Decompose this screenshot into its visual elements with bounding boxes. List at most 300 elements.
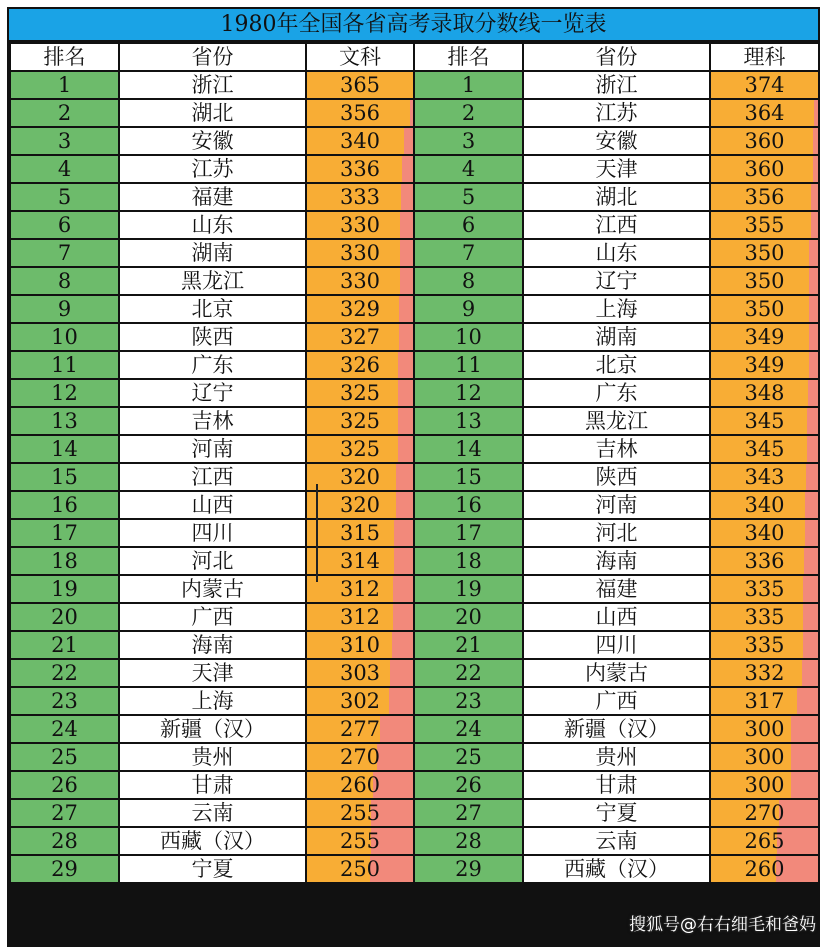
rank-left-cell: 18	[10, 547, 119, 575]
score-value: 300	[744, 773, 785, 797]
province-left-cell: 新疆（汉）	[119, 715, 306, 743]
score-value: 336	[339, 157, 381, 181]
score-gap-bar	[809, 296, 818, 322]
science-score-cell	[710, 799, 819, 827]
table-row	[10, 827, 819, 855]
province-right-cell: 浙江	[523, 71, 710, 99]
score-gap-bar	[393, 604, 413, 630]
header-rank-left: 排名	[10, 43, 119, 71]
table-row	[10, 379, 819, 407]
score-value: 335	[744, 633, 785, 657]
rank-left-cell: 3	[10, 127, 119, 155]
rank-left-cell: 6	[10, 211, 119, 239]
table-title: 1980年全国各省高考录取分数线一览表	[9, 9, 818, 42]
arts-score-cell	[306, 519, 414, 547]
table-row	[10, 267, 819, 295]
science-score-cell	[710, 827, 819, 855]
score-gap-bar	[802, 660, 818, 686]
rank-right-cell: 27	[414, 799, 523, 827]
province-right-cell: 新疆（汉）	[523, 715, 710, 743]
rank-right-cell: 10	[414, 323, 523, 351]
province-right-cell: 宁夏	[523, 799, 710, 827]
score-value: 312	[339, 577, 381, 601]
science-score-cell	[710, 855, 819, 883]
table-row	[10, 799, 819, 827]
score-gap-bar	[380, 716, 413, 742]
province-right-cell: 黑龙江	[523, 407, 710, 435]
header-science: 理科	[710, 43, 819, 71]
province-right-cell: 湖北	[523, 183, 710, 211]
score-gap-bar	[805, 520, 818, 546]
arts-score-cell	[306, 827, 414, 855]
province-right-cell: 吉林	[523, 435, 710, 463]
rank-right-cell: 25	[414, 743, 523, 771]
rank-right-cell: 24	[414, 715, 523, 743]
science-score-cell	[710, 155, 819, 183]
province-left-cell: 天津	[119, 659, 306, 687]
table-row	[10, 603, 819, 631]
science-score-cell	[710, 127, 819, 155]
province-left-cell: 甘肃	[119, 771, 306, 799]
province-right-cell: 内蒙古	[523, 659, 710, 687]
score-gap-bar	[807, 436, 818, 462]
table-row	[10, 183, 819, 211]
science-score-cell	[710, 659, 819, 687]
science-score-cell	[710, 631, 819, 659]
rank-left-cell: 11	[10, 351, 119, 379]
score-value: 356	[744, 185, 785, 209]
province-right-cell: 北京	[523, 351, 710, 379]
score-value: 330	[339, 213, 381, 237]
score-gap-bar	[803, 604, 818, 630]
rank-left-cell: 21	[10, 631, 119, 659]
province-right-cell: 河北	[523, 519, 710, 547]
rank-right-cell: 29	[414, 855, 523, 883]
arts-score-cell	[306, 295, 414, 323]
province-right-cell: 四川	[523, 631, 710, 659]
score-value: 270	[744, 801, 785, 825]
score-gap-bar	[791, 716, 818, 742]
table-row	[10, 239, 819, 267]
arts-score-cell	[306, 127, 414, 155]
rank-left-cell: 5	[10, 183, 119, 211]
science-score-cell	[710, 379, 819, 407]
score-gap-bar	[813, 128, 818, 154]
score-gap-bar	[791, 772, 818, 798]
score-value: 340	[744, 493, 785, 517]
score-gap-bar	[809, 268, 818, 294]
table-row	[10, 687, 819, 715]
score-gap-bar	[389, 688, 413, 714]
score-value: 340	[744, 521, 785, 545]
score-gap-bar	[398, 408, 413, 434]
score-value: 325	[339, 437, 381, 461]
score-gap-bar	[399, 324, 413, 350]
score-value: 345	[744, 409, 785, 433]
table-row	[10, 855, 819, 883]
arts-score-cell	[306, 435, 414, 463]
score-gap-bar	[400, 240, 413, 266]
score-value: 255	[339, 829, 381, 853]
province-left-cell: 广东	[119, 351, 306, 379]
arts-score-cell	[306, 99, 414, 127]
arts-score-cell	[306, 855, 414, 883]
rank-right-cell: 20	[414, 603, 523, 631]
province-right-cell: 上海	[523, 295, 710, 323]
score-value: 350	[744, 269, 785, 293]
score-value: 343	[744, 465, 785, 489]
province-right-cell: 陕西	[523, 463, 710, 491]
score-value: 314	[339, 549, 381, 573]
score-gap-bar	[402, 156, 413, 182]
province-left-cell: 四川	[119, 519, 306, 547]
rank-left-cell: 17	[10, 519, 119, 547]
rank-left-cell: 4	[10, 155, 119, 183]
province-right-cell: 甘肃	[523, 771, 710, 799]
rank-right-cell: 15	[414, 463, 523, 491]
rank-right-cell: 8	[414, 267, 523, 295]
science-score-cell	[710, 547, 819, 575]
rank-left-cell: 12	[10, 379, 119, 407]
province-left-cell: 云南	[119, 799, 306, 827]
table-row	[10, 211, 819, 239]
rank-left-cell: 27	[10, 799, 119, 827]
province-right-cell: 山东	[523, 239, 710, 267]
rank-left-cell: 8	[10, 267, 119, 295]
score-value: 349	[744, 353, 785, 377]
table-row	[10, 519, 819, 547]
province-left-cell: 黑龙江	[119, 267, 306, 295]
province-right-cell: 广东	[523, 379, 710, 407]
score-gap-bar	[398, 380, 413, 406]
science-score-cell	[710, 575, 819, 603]
score-value: 302	[339, 689, 381, 713]
province-left-cell: 西藏（汉）	[119, 827, 306, 855]
score-gap-bar	[401, 184, 413, 210]
rank-right-cell: 12	[414, 379, 523, 407]
province-left-cell: 吉林	[119, 407, 306, 435]
province-left-cell: 贵州	[119, 743, 306, 771]
arts-score-cell	[306, 603, 414, 631]
table-row	[10, 631, 819, 659]
score-value: 350	[744, 297, 785, 321]
province-left-cell: 辽宁	[119, 379, 306, 407]
rank-right-cell: 7	[414, 239, 523, 267]
rank-right-cell: 13	[414, 407, 523, 435]
score-value: 303	[339, 661, 381, 685]
score-value: 333	[339, 185, 381, 209]
arts-score-cell	[306, 491, 414, 519]
score-value: 310	[339, 633, 381, 657]
arts-score-cell	[306, 547, 414, 575]
arts-score-cell	[306, 267, 414, 295]
province-left-cell: 湖南	[119, 239, 306, 267]
province-right-cell: 福建	[523, 575, 710, 603]
score-gap-bar	[814, 100, 818, 126]
score-value: 356	[339, 101, 381, 125]
arts-score-cell	[306, 379, 414, 407]
science-score-cell	[710, 351, 819, 379]
header-rank-right: 排名	[414, 43, 523, 71]
province-right-cell: 安徽	[523, 127, 710, 155]
province-left-cell: 北京	[119, 295, 306, 323]
province-right-cell: 西藏（汉）	[523, 855, 710, 883]
rank-left-cell: 13	[10, 407, 119, 435]
province-left-cell: 浙江	[119, 71, 306, 99]
score-table	[9, 42, 820, 884]
score-value: 300	[744, 745, 785, 769]
rank-left-cell: 28	[10, 827, 119, 855]
arts-score-cell	[306, 687, 414, 715]
score-value: 250	[339, 857, 381, 881]
score-value: 374	[744, 73, 785, 97]
score-value: 265	[744, 829, 785, 853]
score-gap-bar	[394, 548, 413, 574]
score-gap-bar	[390, 660, 413, 686]
score-gap-bar	[811, 184, 818, 210]
score-value: 364	[744, 101, 785, 125]
score-gap-bar	[807, 408, 818, 434]
score-value: 330	[339, 241, 381, 265]
score-gap-bar	[803, 576, 818, 602]
arts-score-cell	[306, 323, 414, 351]
rank-right-cell: 16	[414, 491, 523, 519]
score-value: 355	[744, 213, 785, 237]
rank-left-cell: 10	[10, 323, 119, 351]
rank-left-cell: 25	[10, 743, 119, 771]
score-value: 332	[744, 661, 785, 685]
rank-right-cell: 3	[414, 127, 523, 155]
arts-score-cell	[306, 799, 414, 827]
province-left-cell: 河南	[119, 435, 306, 463]
rank-right-cell: 9	[414, 295, 523, 323]
rank-left-cell: 26	[10, 771, 119, 799]
table-row	[10, 491, 819, 519]
rank-right-cell: 26	[414, 771, 523, 799]
score-gap-bar	[398, 352, 413, 378]
score-value: 336	[744, 549, 785, 573]
score-gap-bar	[392, 632, 413, 658]
science-score-cell	[710, 407, 819, 435]
score-value: 360	[744, 129, 785, 153]
score-gap-bar	[779, 800, 818, 826]
province-right-cell: 云南	[523, 827, 710, 855]
table-row	[10, 71, 819, 99]
header-arts: 文科	[306, 43, 414, 71]
rank-left-cell: 7	[10, 239, 119, 267]
province-left-cell: 江苏	[119, 155, 306, 183]
table-row	[10, 127, 819, 155]
rank-right-cell: 1	[414, 71, 523, 99]
table-row	[10, 351, 819, 379]
science-score-cell	[710, 99, 819, 127]
province-left-cell: 安徽	[119, 127, 306, 155]
score-value: 349	[744, 325, 785, 349]
score-value: 327	[339, 325, 381, 349]
header-province-right: 省份	[523, 43, 710, 71]
table-row	[10, 155, 819, 183]
score-gap-bar	[808, 380, 818, 406]
science-score-cell	[710, 743, 819, 771]
arts-score-cell	[306, 771, 414, 799]
rank-left-cell: 29	[10, 855, 119, 883]
arts-score-cell	[306, 155, 414, 183]
score-value: 350	[744, 241, 785, 265]
science-score-cell	[710, 183, 819, 211]
rank-left-cell: 20	[10, 603, 119, 631]
arts-score-cell	[306, 659, 414, 687]
score-gap-bar	[396, 492, 413, 518]
score-value: 325	[339, 381, 381, 405]
rank-left-cell: 23	[10, 687, 119, 715]
arts-score-cell	[306, 239, 414, 267]
score-value: 312	[339, 605, 381, 629]
province-left-cell: 宁夏	[119, 855, 306, 883]
score-gap-bar	[393, 576, 413, 602]
score-gap-bar	[806, 464, 818, 490]
rank-left-cell: 9	[10, 295, 119, 323]
arts-score-cell	[306, 183, 414, 211]
province-left-cell: 山西	[119, 491, 306, 519]
score-value: 300	[744, 717, 785, 741]
province-right-cell: 湖南	[523, 323, 710, 351]
province-left-cell: 广西	[119, 603, 306, 631]
rank-left-cell: 24	[10, 715, 119, 743]
score-value: 340	[339, 129, 381, 153]
rank-right-cell: 14	[414, 435, 523, 463]
score-gap-bar	[805, 492, 818, 518]
score-value: 255	[339, 801, 381, 825]
arts-score-cell	[306, 407, 414, 435]
score-gap-bar	[399, 296, 413, 322]
province-right-cell: 广西	[523, 687, 710, 715]
table-row	[10, 407, 819, 435]
arts-score-cell	[306, 71, 414, 99]
score-value: 335	[744, 605, 785, 629]
province-left-cell: 湖北	[119, 99, 306, 127]
score-value: 315	[339, 521, 381, 545]
table-row	[10, 323, 819, 351]
science-score-cell	[710, 491, 819, 519]
science-score-cell	[710, 715, 819, 743]
rank-right-cell: 21	[414, 631, 523, 659]
arts-score-cell	[306, 575, 414, 603]
table-row	[10, 295, 819, 323]
rank-right-cell: 5	[414, 183, 523, 211]
watermark: 搜狐号@右右细毛和爸妈	[629, 915, 816, 935]
rank-right-cell: 4	[414, 155, 523, 183]
science-score-cell	[710, 771, 819, 799]
score-gap-bar	[809, 352, 818, 378]
arts-score-cell	[306, 715, 414, 743]
province-left-cell: 河北	[119, 547, 306, 575]
score-gap-bar	[396, 464, 413, 490]
rank-left-cell: 22	[10, 659, 119, 687]
province-right-cell: 河南	[523, 491, 710, 519]
score-gap-bar	[797, 688, 818, 714]
province-right-cell: 江苏	[523, 99, 710, 127]
arts-score-cell	[306, 463, 414, 491]
score-gap-bar	[404, 128, 413, 154]
province-left-cell: 江西	[119, 463, 306, 491]
score-gap-bar	[377, 744, 413, 770]
province-left-cell: 陕西	[119, 323, 306, 351]
province-right-cell: 贵州	[523, 743, 710, 771]
rank-right-cell: 6	[414, 211, 523, 239]
rank-right-cell: 18	[414, 547, 523, 575]
score-gap-bar	[400, 268, 413, 294]
header-row	[10, 43, 819, 71]
score-gap-bar	[400, 212, 413, 238]
score-gap-bar	[394, 520, 413, 546]
science-score-cell	[710, 323, 819, 351]
score-value: 345	[744, 437, 785, 461]
score-gap-bar	[804, 548, 818, 574]
arts-score-cell	[306, 351, 414, 379]
header-province-left: 省份	[119, 43, 306, 71]
rank-right-cell: 22	[414, 659, 523, 687]
province-right-cell: 辽宁	[523, 267, 710, 295]
table-row	[10, 547, 819, 575]
pen-mark	[316, 484, 318, 582]
score-gap-bar	[803, 632, 818, 658]
science-score-cell	[710, 687, 819, 715]
score-value: 317	[744, 689, 785, 713]
science-score-cell	[710, 211, 819, 239]
province-left-cell: 内蒙古	[119, 575, 306, 603]
province-right-cell: 山西	[523, 603, 710, 631]
table-row	[10, 99, 819, 127]
rank-left-cell: 16	[10, 491, 119, 519]
science-score-cell	[710, 519, 819, 547]
province-left-cell: 上海	[119, 687, 306, 715]
science-score-cell	[710, 295, 819, 323]
rank-right-cell: 28	[414, 827, 523, 855]
score-gap-bar	[809, 240, 818, 266]
rank-left-cell: 14	[10, 435, 119, 463]
score-gap-bar	[791, 744, 818, 770]
province-left-cell: 山东	[119, 211, 306, 239]
score-gap-bar	[398, 436, 413, 462]
science-score-cell	[710, 239, 819, 267]
rank-right-cell: 11	[414, 351, 523, 379]
table-row	[10, 659, 819, 687]
score-value: 335	[744, 577, 785, 601]
score-value: 260	[339, 773, 381, 797]
score-value: 326	[339, 353, 381, 377]
table-row	[10, 575, 819, 603]
table-row	[10, 743, 819, 771]
score-value: 329	[339, 297, 381, 321]
rank-right-cell: 19	[414, 575, 523, 603]
province-right-cell: 江西	[523, 211, 710, 239]
score-gap-bar	[809, 324, 818, 350]
arts-score-cell	[306, 631, 414, 659]
score-gap-bar	[811, 212, 818, 238]
province-left-cell: 海南	[119, 631, 306, 659]
science-score-cell	[710, 435, 819, 463]
rank-left-cell: 19	[10, 575, 119, 603]
rank-right-cell: 17	[414, 519, 523, 547]
score-value: 360	[744, 157, 785, 181]
rank-left-cell: 15	[10, 463, 119, 491]
score-gap-bar	[813, 156, 818, 182]
score-value: 260	[744, 857, 785, 881]
score-value: 320	[339, 493, 381, 517]
rank-right-cell: 23	[414, 687, 523, 715]
score-value: 325	[339, 409, 381, 433]
science-score-cell	[710, 267, 819, 295]
